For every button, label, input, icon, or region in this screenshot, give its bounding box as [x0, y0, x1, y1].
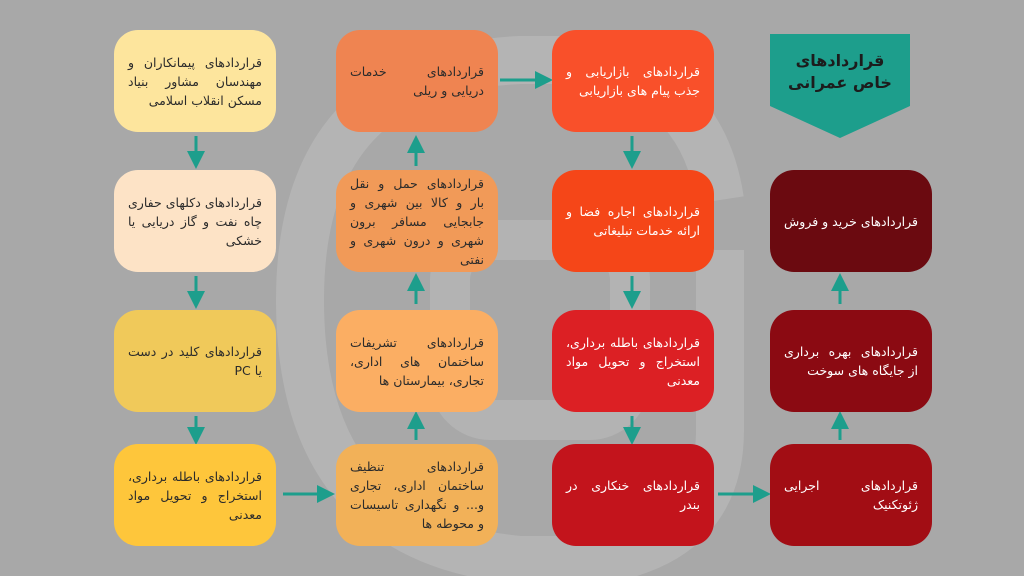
flow-box-label: قراردادهای حمل و نقل بار و کالا بین شهری و جابجایی مسافر برون شهری و درون شهری و نفتی: [350, 175, 484, 267]
flow-box-label: قراردادهای دکلهای حفاری چاه نفت و گاز دریایی یا خشکی: [128, 194, 262, 248]
flow-box-c3-1: [552, 30, 714, 132]
flow-box-label: قراردادهای تشریفات ساختمان های اداری، تجاری، بیمارستان ها: [350, 334, 484, 388]
flow-box-label: قراردادهای اجرایی ژئوتکنیک: [784, 478, 918, 512]
flow-box-label: قراردادهای بهره برداری از جایگاه های سوخت: [784, 344, 918, 378]
title-line-1: قراردادهای: [795, 51, 885, 70]
flow-box-label: قراردادهای تنظیف ساختمان اداری، تجاری و... و نگهداری تاسیسات و محوطه ها: [350, 459, 484, 531]
flow-box-label: قراردادهای خدمات دریایی و ریلی: [350, 64, 484, 98]
flow-box-c4-2: [770, 310, 932, 412]
flow-box-c1-3: [114, 310, 276, 412]
flow-box-label: قراردادهای کلید در دست یا PC: [128, 344, 262, 378]
flow-box-label: قراردادهای بازاریابی و جذب پیام های بازاریابی: [566, 64, 700, 98]
flow-box-label: قراردادهای باطله برداری، استخراج و تحویل مواد معدنی: [566, 334, 700, 388]
flow-box-c2-2: [336, 170, 498, 272]
title-text: [776, 50, 904, 94]
flow-box-c3-2: [552, 170, 714, 272]
flow-box-c1-1: [114, 30, 276, 132]
flow-box-c3-3: [552, 310, 714, 412]
title-line-2: خاص عمرانی: [788, 73, 892, 92]
flow-box-c2-1: [336, 30, 498, 132]
flow-box-c2-4: [336, 444, 498, 546]
flow-box-c1-4: [114, 444, 276, 546]
flow-box-label: قراردادهای خنکاری در بندر: [566, 478, 700, 512]
flow-box-label: قراردادهای پیمانکاران و مهندسان مشاور بنیاد مسکن انقلاب اسلامی: [128, 54, 262, 108]
flow-box-c4-1: [770, 170, 932, 272]
flow-box-c3-4: [552, 444, 714, 546]
flow-box-label: قراردادهای خرید و فروش: [784, 213, 918, 229]
flow-box-c4-3: [770, 444, 932, 546]
flow-box-c1-2: [114, 170, 276, 272]
flow-box-label: قراردادهای اجاره فضا و ارائه خدمات تبلیغاتی: [566, 204, 700, 238]
flow-box-label: قراردادهای باطله برداری، استخراج و تحویل مواد معدنی: [128, 468, 262, 522]
flow-box-c2-3: [336, 310, 498, 412]
